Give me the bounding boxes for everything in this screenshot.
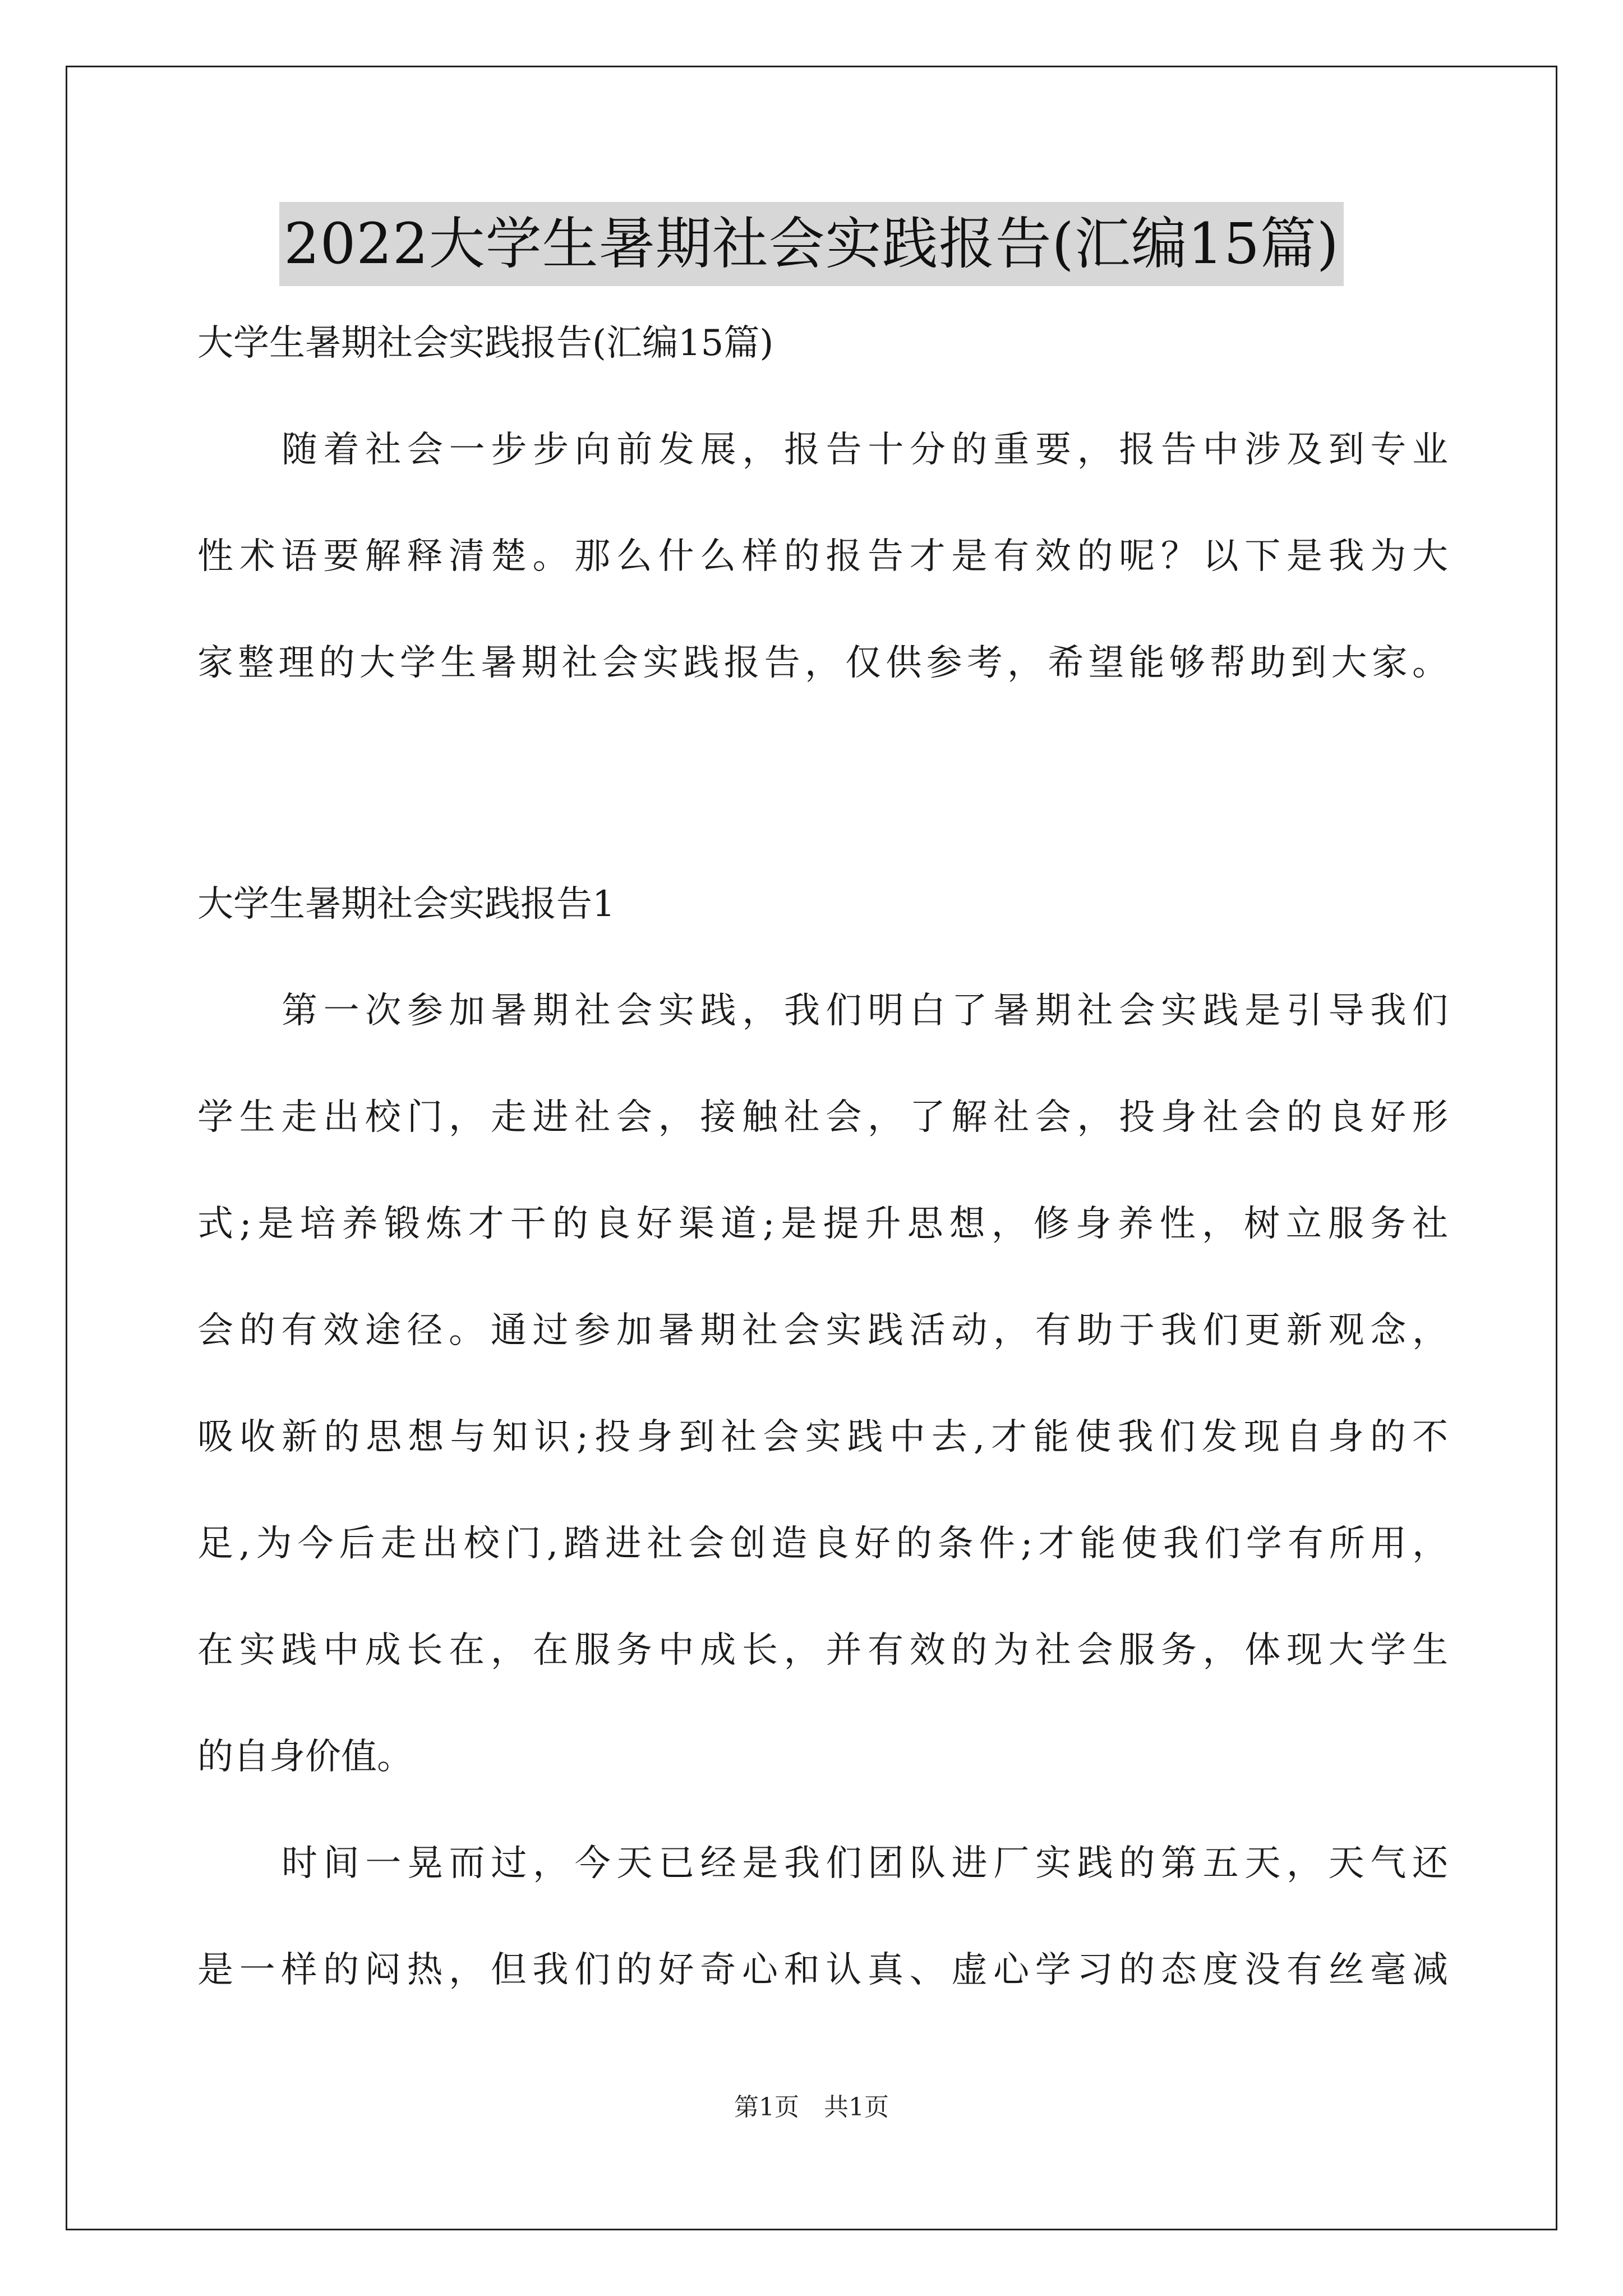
paragraph-line: 第一次参加暑期社会实践，我们明白了暑期社会实践是引导我们 [282, 990, 1448, 1032]
paragraph-line: 吸收新的思想与知识;投身到社会实践中去,才能使我们发现自身的不 [197, 1416, 1448, 1458]
intro-line: 随着社会一步步向前发展，报告十分的重要，报告中涉及到专业 [282, 429, 1448, 471]
paragraph-line: 在实践中成长在，在服务中成长，并有效的为社会服务，体现大学生 [197, 1630, 1448, 1671]
page-footer: 第1页 共1页 [734, 2093, 889, 2122]
page-border [66, 66, 1557, 2230]
paragraph-line: 是一样的闷热，但我们的好奇心和认真、虚心学习的态度没有丝毫减 [197, 1949, 1448, 1991]
paragraph-line: 足,为今后走出校门,踏进社会创造良好的条件;才能使我们学有所用， [197, 1523, 1448, 1565]
paragraph-line: 式;是培养锻炼才干的良好渠道;是提升思想，修身养性，树立服务社 [197, 1203, 1448, 1245]
document-subtitle: 大学生暑期社会实践报告(汇编15篇) [197, 323, 774, 364]
intro-line: 家整理的大学生暑期社会实践报告，仅供参考，希望能够帮助到大家。 [197, 642, 1448, 684]
paragraph-line: 的自身价值。 [197, 1736, 413, 1778]
paragraph-line: 学生走出校门，走进社会，接触社会，了解社会，投身社会的良好形 [197, 1097, 1448, 1138]
title-container [0, 202, 1623, 286]
section-heading: 大学生暑期社会实践报告1 [197, 884, 615, 925]
paragraph-line: 会的有效途径。通过参加暑期社会实践活动，有助于我们更新观念， [197, 1310, 1448, 1351]
paragraph-line: 时间一晃而过，今天已经是我们团队进厂实践的第五天，天气还 [282, 1843, 1448, 1884]
document-title: 2022大学生暑期社会实践报告(汇编15篇) [279, 202, 1344, 286]
intro-line: 性术语要解释清楚。那么什么样的报告才是有效的呢？以下是我为大 [197, 536, 1448, 577]
